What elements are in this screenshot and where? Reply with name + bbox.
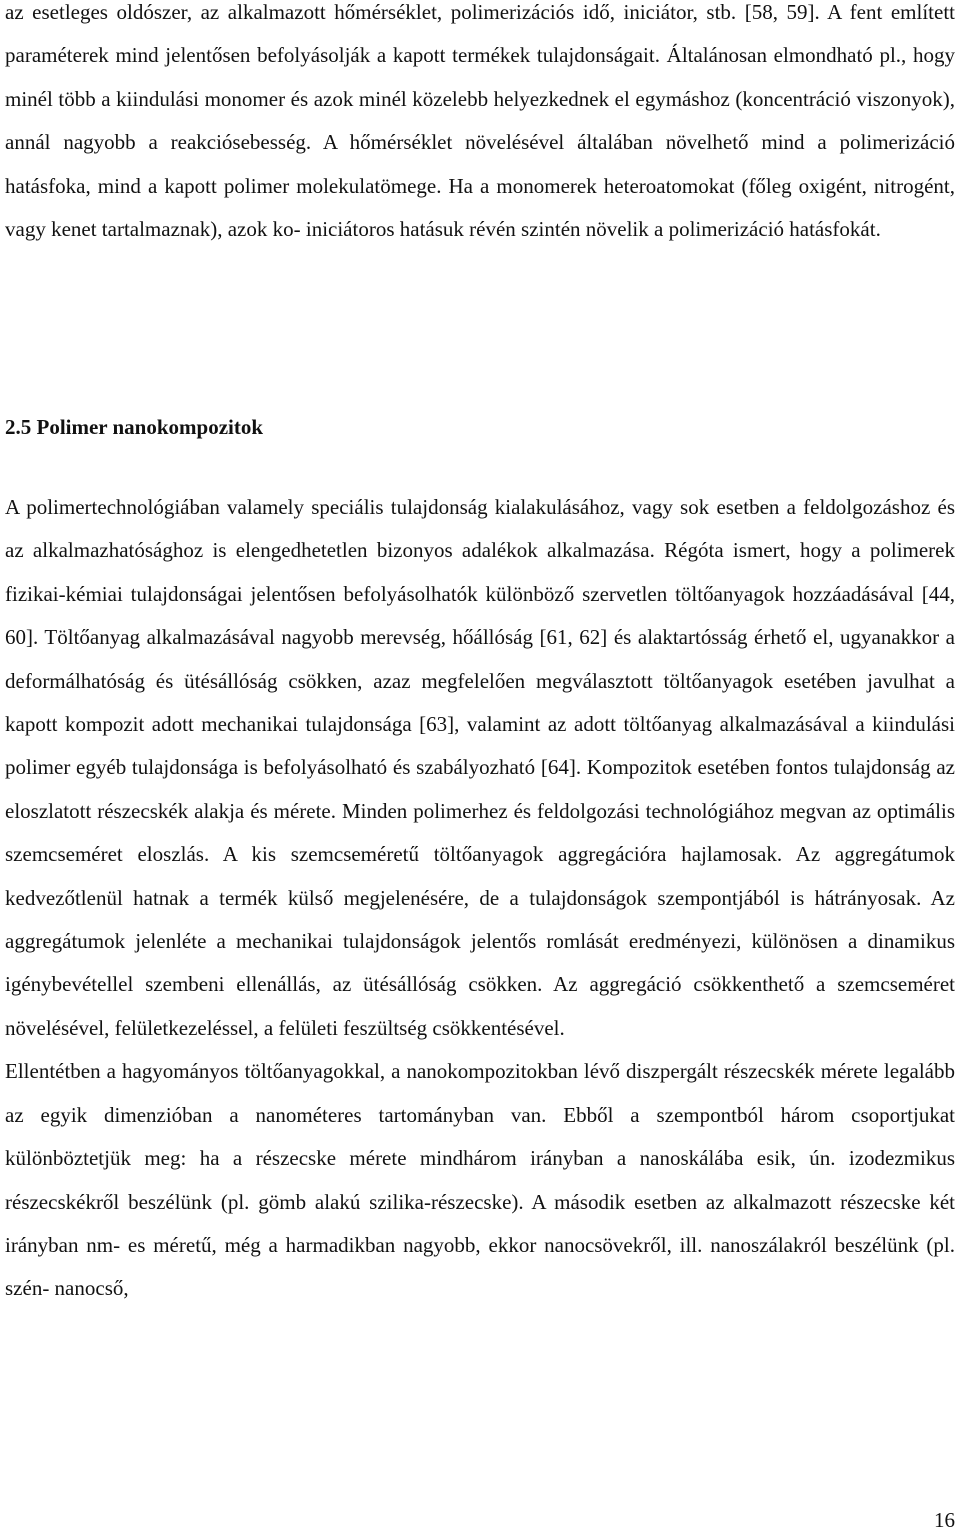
intro-paragraph: az esetleges oldószer, az alkalmazott hőmérséklet, polimerizációs idő, iniciátor, stb. [58, 59]. A fent említett paraméterek mind jelentősen befolyásolják a kapott termékek tulajdonságait. Általánosan elmondható pl., hogy minél több a kiindulási monomer és azok minél közelebb helyezkednek el egymáshoz (koncentráció viszonyok), annál nagyobb a reakciósebesség. A hőmérséklet növelésével általában növelhető mind a polimerizáció hatásfoka, mind a kapott polimer molekulatömege. Ha a monomerek heteroatomokat (főleg oxigént, nitrogént, vagy kenet tartalmaznak), azok ko- iniciátoros hatásuk révén szintén növelik a polimerizáció hatásfokát. bbox=[5, 0, 955, 242]
section-body bbox=[5, 486, 955, 1311]
page-body bbox=[5, 0, 955, 251]
section-paragraph-2: Ellentétben a hagyományos töltőanyagokkal, a nanokompozitokban lévő diszpergált részecskék mérete legalább az egyik dimenzióban a nanométeres tartományban van. Ebből a szempontból három csoportjukat különböztetjük meg: ha a részecske mérete mindhárom irányban a nanoskálába esik, ún. izodezmikus részecskékről beszélünk (pl. gömb alakú szilika-részecske). A második esetben az alkalmazott részecske két irányban nm- es méretű, még a harmadikban nagyobb, ekkor nanocsövekről, ill. nanoszálakról beszélünk (pl. szén- nanocső, bbox=[5, 1059, 955, 1301]
section-heading: 2.5 Polimer nanokompozitok bbox=[5, 415, 264, 439]
section-paragraph-1: A polimertechnológiában valamely speciális tulajdonság kialakulásához, vagy sok esetben a feldolgozáshoz és az alkalmazhatósághoz is elengedhetetlen bizonyos adalékok alkalmazása. Régóta ismert, hogy a polimerek fizikai-kémiai tulajdonságai jelentősen befolyásolhatók különböző szervetlen töltőanyagok hozzáadásával [44, 60]. Töltőanyag alkalmazásával nagyobb merevség, hőállóság [61, 62] és alaktartósság érhető el, ugyanakkor a deformálhatóság és ütésállóság csökken, azaz megfelelően megválasztott töltőanyagok esetében javulhat a kapott kompozit adott mechanikai tulajdonsága [63], valamint az adott töltőanyag alkalmazásával a kiindulási polimer egyéb tulajdonsága is befolyásolható és szabályozható [64]. Kompozitok esetében fontos tulajdonság az eloszlatott részecskék alakja és mérete. Minden polimerhez és feldolgozási technológiához megvan az optimális szemcseméret eloszlás. A kis szemcseméretű töltőanyagok aggregációra hajlamosak. Az aggregátumok kedvezőtlenül hatnak a termék külső megjelenésére, de a tulajdonságok szempontjából is hátrányosak. Az aggregátumok jelenléte a mechanikai tulajdonságok jelentős romlását eredményezi, különösen a dinamikus igénybevétellel szembeni ellenállás, az ütésállóság csökken. Az aggregáció csökkenthető a szemcseméret növelésével, felületkezeléssel, a felületi feszültség csökkentésével. bbox=[5, 495, 955, 1040]
page-number: 16 bbox=[934, 1508, 955, 1532]
